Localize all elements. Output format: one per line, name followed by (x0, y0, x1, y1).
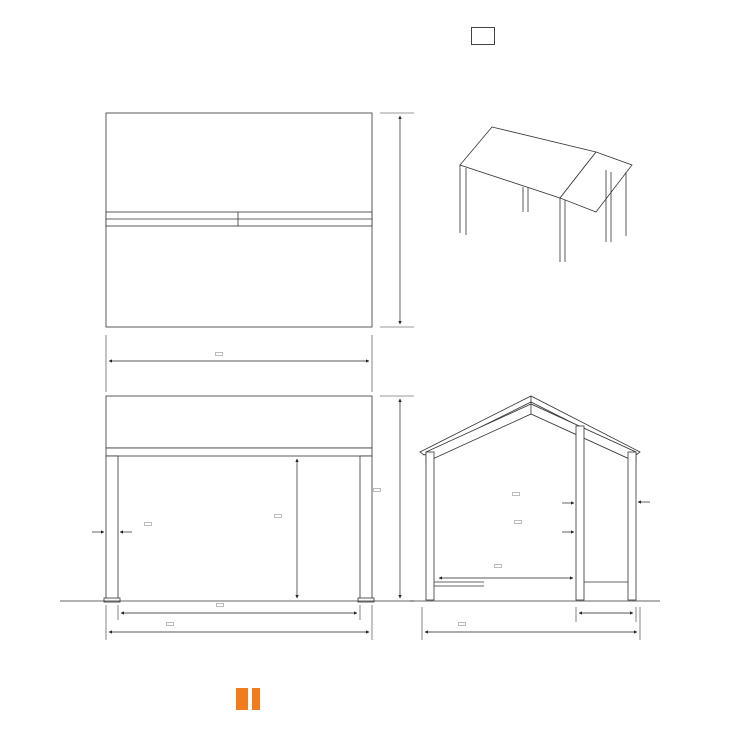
dim-side-upper (512, 492, 520, 496)
perspective-view (460, 127, 632, 262)
dim-post-clear-height (274, 514, 282, 518)
dim-overall-height (373, 488, 381, 492)
sojag-logo-mark (236, 688, 248, 710)
dim-inner-span (216, 603, 224, 607)
dim-outer-span (166, 622, 174, 626)
dim-slat-gap (514, 520, 522, 524)
dim-opening-height (494, 564, 502, 568)
top-view-roof (106, 113, 372, 327)
side-view (410, 396, 660, 601)
front-view (60, 396, 414, 602)
dim-roof-width (215, 352, 223, 356)
sojag-logo-mark-2 (252, 688, 260, 710)
dim-side-total-width (458, 622, 466, 626)
dim-post-size (144, 522, 152, 526)
